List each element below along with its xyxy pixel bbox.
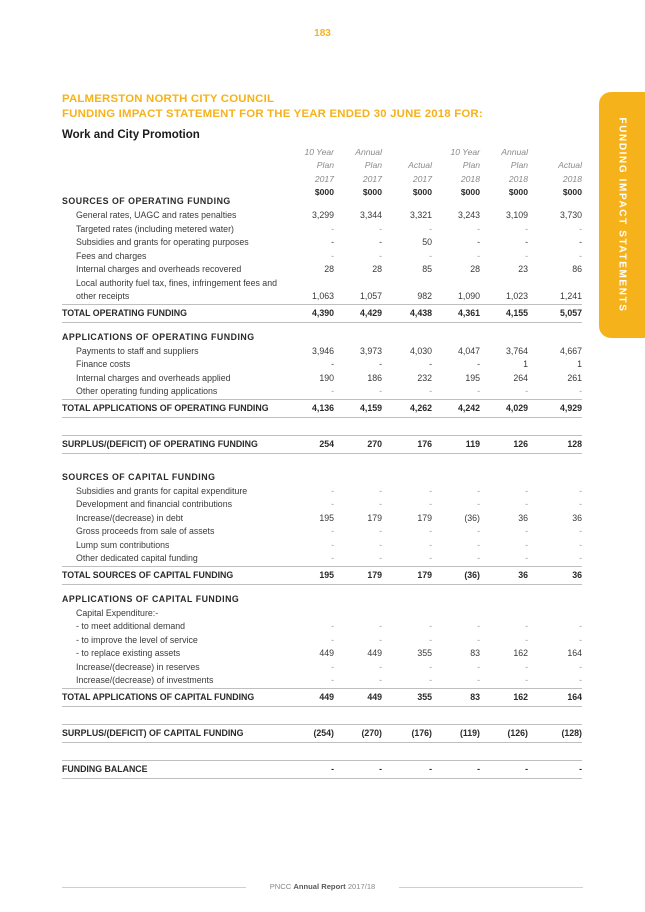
cell-value: -: [525, 485, 528, 496]
table-row: [62, 277, 582, 304]
row-label: - to improve the level of service: [76, 634, 198, 645]
cell-value: 179: [417, 512, 432, 523]
cell-value: 4,262: [409, 402, 432, 413]
cell-value: 4,159: [359, 402, 382, 413]
cell-value: -: [525, 675, 528, 685]
cell-value: -: [525, 553, 528, 563]
column-header-line: Plan: [510, 160, 528, 171]
cell-value: 119: [465, 438, 480, 449]
cell-value: 4,029: [505, 402, 528, 413]
cell-value: -: [429, 359, 432, 369]
cell-value: 50: [422, 237, 432, 247]
cell-value: -: [477, 499, 480, 509]
cell-value: -: [379, 499, 382, 509]
table-row: [62, 250, 582, 264]
row-label: Subsidies and grants for operating purposes: [76, 237, 249, 247]
cell-value: -: [477, 386, 480, 396]
cell-value: 176: [417, 438, 432, 449]
total-row: [62, 760, 582, 779]
row-label: FUNDING BALANCE: [62, 763, 148, 774]
cell-value: 4,136: [311, 402, 334, 413]
cell-value: -: [331, 485, 334, 496]
cell-value: -: [477, 485, 480, 496]
cell-value: -: [331, 250, 334, 261]
cell-value: -: [331, 621, 334, 631]
cell-value: -: [331, 763, 334, 774]
table-row: [62, 634, 582, 648]
cell-value: (176): [411, 727, 432, 738]
cell-value: 1: [523, 359, 528, 369]
cell-value: 355: [417, 691, 432, 702]
cell-value: -: [477, 661, 480, 672]
column-unit: $000: [508, 187, 528, 198]
row-label: TOTAL OPERATING FUNDING: [62, 307, 187, 318]
cell-value: -: [525, 526, 528, 536]
row-label: - to meet additional demand: [76, 621, 186, 631]
cell-value: -: [525, 621, 528, 631]
row-label: TOTAL APPLICATIONS OF OPERATING FUNDING: [62, 402, 269, 413]
side-tab-label: FUNDING IMPACT STATEMENTS: [616, 117, 628, 313]
cell-value: -: [579, 526, 582, 536]
column-unit: $000: [562, 187, 582, 198]
row-label: Subsidies and grants for capital expenditure: [76, 485, 248, 496]
cell-value: -: [379, 237, 382, 247]
cell-value: -: [477, 539, 480, 550]
spacer: [62, 454, 582, 471]
column-header-line: 2018: [460, 173, 480, 184]
cell-value: -: [379, 485, 382, 496]
cell-value: 232: [417, 372, 432, 383]
cell-value: 4,047: [457, 345, 480, 356]
cell-value: -: [429, 675, 432, 685]
table-row: [62, 620, 582, 634]
cell-value: -: [579, 675, 582, 685]
column-unit: $000: [460, 187, 480, 198]
total-row: [62, 435, 582, 454]
row-label: SOURCES OF CAPITAL FUNDING: [62, 471, 216, 482]
footer-prefix: PNCC: [269, 882, 292, 891]
cell-value: 3,243: [457, 210, 480, 220]
column-header-line: [522, 146, 582, 159]
column-header-line: Actual: [558, 160, 582, 171]
section-side-tab: [599, 92, 645, 338]
column-header-line: 2017: [412, 173, 432, 184]
row-label: APPLICATIONS OF OPERATING FUNDING: [62, 331, 255, 342]
cell-value: 164: [567, 691, 582, 702]
cell-value: -: [525, 539, 528, 550]
footer-report-name: Annual Report: [293, 882, 346, 891]
row-label: Increase/(decrease) of investments: [76, 675, 214, 685]
cell-value: -: [331, 661, 334, 672]
page-number: 183: [314, 28, 331, 39]
cell-value: -: [379, 553, 382, 563]
cell-value: 254: [319, 438, 334, 449]
cell-value: -: [379, 223, 382, 234]
cell-value: -: [525, 661, 528, 672]
cell-value: -: [525, 634, 528, 645]
column-unit: $000: [412, 187, 432, 198]
cell-value: -: [379, 661, 382, 672]
table-row: [62, 385, 582, 399]
cell-value: 179: [367, 569, 382, 580]
cell-value: 36: [572, 512, 582, 523]
row-label: Development and financial contributions: [76, 499, 232, 509]
cell-value: -: [331, 359, 334, 369]
cell-value: (126): [507, 727, 528, 738]
total-row: [62, 724, 582, 743]
cell-value: -: [429, 621, 432, 631]
cell-value: 28: [372, 264, 382, 274]
cell-value: -: [525, 250, 528, 261]
row-label: SOURCES OF OPERATING FUNDING: [62, 196, 231, 206]
table-row: [62, 358, 582, 372]
cell-value: 4,429: [359, 307, 382, 318]
cell-value: -: [477, 223, 480, 234]
cell-value: 982: [417, 291, 432, 301]
column-header-line: Plan: [462, 160, 480, 171]
cell-value: (119): [459, 727, 480, 738]
table-row: [62, 209, 582, 223]
row-label: - to replace existing assets: [76, 648, 181, 658]
row-label: Local authority fuel tax, fines, infringement fees and other receipts: [76, 277, 277, 301]
cell-value: 4,438: [409, 307, 432, 318]
cell-value: 85: [422, 264, 432, 274]
table-row: [62, 674, 582, 688]
cell-value: -: [477, 553, 480, 563]
column-header-line: Annual: [355, 147, 382, 157]
row-label: Increase/(decrease) in debt: [76, 512, 184, 523]
cell-value: 3,973: [359, 345, 382, 356]
cell-value: 1,057: [359, 291, 382, 301]
cell-value: (254): [313, 727, 334, 738]
column-header-line: Actual: [408, 160, 432, 171]
cell-value: -: [477, 359, 480, 369]
cell-value: 355: [417, 648, 432, 658]
row-label: Other dedicated capital funding: [76, 553, 198, 563]
cell-value: 3,764: [505, 345, 528, 356]
cell-value: 1,090: [457, 291, 480, 301]
cell-value: -: [579, 553, 582, 563]
section-heading: [62, 593, 582, 607]
table-row: [62, 552, 582, 566]
cell-value: -: [579, 634, 582, 645]
cell-value: 261: [567, 372, 582, 383]
activity-title: Work and City Promotion: [62, 129, 200, 141]
column-header-line: Plan: [364, 160, 382, 171]
cell-value: -: [379, 386, 382, 396]
row-label: Increase/(decrease) in reserves: [76, 661, 200, 672]
cell-value: 28: [470, 264, 480, 274]
row-label: Other operating funding applications: [76, 386, 218, 396]
table-row: [62, 498, 582, 512]
cell-value: -: [331, 223, 334, 234]
cell-value: 5,057: [559, 307, 582, 318]
column-header-line: 2017: [314, 173, 334, 184]
cell-value: 195: [465, 372, 480, 383]
cell-value: 179: [417, 569, 432, 580]
cell-value: 3,344: [359, 210, 382, 220]
cell-value: (36): [464, 569, 480, 580]
row-label: SURPLUS/(DEFICIT) OF CAPITAL FUNDING: [62, 727, 244, 738]
table-row: [62, 539, 582, 553]
cell-value: 195: [319, 512, 334, 523]
row-label: Gross proceeds from sale of assets: [76, 526, 215, 536]
table-row: [62, 485, 582, 499]
cell-value: 449: [367, 648, 382, 658]
row-label: TOTAL APPLICATIONS OF CAPITAL FUNDING: [62, 691, 255, 702]
cell-value: 1,241: [559, 291, 582, 301]
cell-value: 449: [319, 648, 334, 658]
table-row: [62, 607, 582, 621]
cell-value: -: [579, 485, 582, 496]
cell-value: 83: [470, 691, 480, 702]
cell-value: 4,929: [559, 402, 582, 413]
cell-value: -: [525, 386, 528, 396]
cell-value: 195: [319, 569, 334, 580]
table-row: [62, 223, 582, 237]
cell-value: -: [477, 621, 480, 631]
cell-value: 190: [319, 372, 334, 383]
column-unit: $000: [314, 187, 334, 198]
cell-value: 162: [513, 648, 528, 658]
spacer: [62, 323, 582, 331]
total-row: [62, 566, 582, 585]
column-header-line: 2017: [362, 173, 382, 184]
cell-value: 4,361: [457, 307, 480, 318]
cell-value: -: [379, 634, 382, 645]
cell-value: 4,155: [505, 307, 528, 318]
table-row: [62, 661, 582, 675]
cell-value: -: [331, 237, 334, 247]
cell-value: -: [429, 485, 432, 496]
cell-value: -: [429, 763, 432, 774]
row-label: Internal charges and overheads recovered: [76, 264, 242, 274]
cell-value: -: [579, 223, 582, 234]
spacer: [62, 743, 582, 760]
cell-value: (270): [361, 727, 382, 738]
row-label: TOTAL SOURCES OF CAPITAL FUNDING: [62, 569, 234, 580]
table-row: [62, 512, 582, 526]
cell-value: -: [579, 621, 582, 631]
row-label: Lump sum contributions: [76, 539, 170, 550]
cell-value: -: [525, 223, 528, 234]
table-row: [62, 372, 582, 386]
column-header-line: 10 Year: [304, 147, 334, 157]
section-heading: [62, 331, 582, 345]
column-header-line: Plan: [316, 160, 334, 171]
cell-value: 4,667: [559, 345, 582, 356]
column-unit: $000: [362, 187, 382, 198]
spacer: [62, 707, 582, 724]
cell-value: -: [379, 526, 382, 536]
row-label: Fees and charges: [76, 250, 147, 261]
cell-value: -: [477, 250, 480, 261]
cell-value: -: [331, 539, 334, 550]
cell-value: -: [379, 621, 382, 631]
cell-value: -: [379, 763, 382, 774]
row-label: Finance costs: [76, 359, 131, 369]
cell-value: 449: [319, 691, 334, 702]
cell-value: 4,242: [457, 402, 480, 413]
cell-value: 36: [572, 569, 582, 580]
table-row: [62, 345, 582, 359]
cell-value: -: [477, 763, 480, 774]
cell-value: 1,063: [311, 291, 334, 301]
cell-value: -: [579, 661, 582, 672]
section-heading: [62, 471, 582, 485]
cell-value: -: [477, 634, 480, 645]
spacer: [62, 418, 582, 435]
cell-value: -: [331, 499, 334, 509]
funding-table: [62, 195, 582, 779]
cell-value: 186: [367, 372, 382, 383]
row-label: Targeted rates (including metered water): [76, 223, 234, 234]
row-label: Internal charges and overheads applied: [76, 372, 231, 383]
cell-value: 23: [518, 264, 528, 274]
cell-value: -: [429, 499, 432, 509]
cell-value: 3,730: [559, 210, 582, 220]
cell-value: 3,321: [409, 210, 432, 220]
cell-value: -: [477, 675, 480, 685]
cell-value: 3,109: [505, 210, 528, 220]
row-label: Capital Expenditure:-: [76, 607, 159, 618]
cell-value: -: [429, 250, 432, 261]
statement-title: FUNDING IMPACT STATEMENT FOR THE YEAR ENDED 30 JUNE 2018 FOR:: [62, 108, 483, 120]
cell-value: -: [525, 499, 528, 509]
cell-value: 1: [577, 359, 582, 369]
cell-value: -: [379, 539, 382, 550]
cell-value: -: [429, 553, 432, 563]
cell-value: -: [331, 634, 334, 645]
column-header: [522, 146, 582, 200]
cell-value: 264: [513, 372, 528, 383]
cell-value: 36: [518, 569, 528, 580]
spacer: [62, 585, 582, 593]
cell-value: (36): [464, 512, 480, 523]
column-header-line: 2018: [508, 173, 528, 184]
cell-value: 36: [518, 512, 528, 523]
row-label: SURPLUS/(DEFICIT) OF OPERATING FUNDING: [62, 438, 258, 449]
cell-value: 179: [367, 512, 382, 523]
footer-year: 2017/18: [347, 882, 376, 891]
cell-value: -: [331, 553, 334, 563]
cell-value: 86: [572, 264, 582, 274]
cell-value: 126: [513, 438, 528, 449]
cell-value: -: [331, 386, 334, 396]
cell-value: -: [579, 237, 582, 247]
column-header-line: 10 Year: [450, 147, 480, 157]
cell-value: 128: [567, 438, 582, 449]
cell-value: -: [579, 250, 582, 261]
cell-value: 270: [367, 438, 382, 449]
organisation-title: PALMERSTON NORTH CITY COUNCIL: [62, 93, 275, 105]
cell-value: -: [429, 526, 432, 536]
cell-value: -: [379, 675, 382, 685]
cell-value: -: [525, 237, 528, 247]
cell-value: 83: [470, 648, 480, 658]
cell-value: -: [429, 386, 432, 396]
cell-value: -: [331, 675, 334, 685]
cell-value: -: [429, 539, 432, 550]
cell-value: 164: [567, 648, 582, 658]
table-row: [62, 525, 582, 539]
cell-value: 449: [367, 691, 382, 702]
cell-value: 162: [513, 691, 528, 702]
total-row: [62, 688, 582, 707]
cell-value: -: [477, 237, 480, 247]
cell-value: -: [525, 763, 528, 774]
cell-value: -: [477, 526, 480, 536]
footer-rule-right: [399, 887, 583, 888]
cell-value: 1,023: [505, 291, 528, 301]
cell-value: 4,390: [311, 307, 334, 318]
table-row: [62, 647, 582, 661]
section-heading: [62, 195, 582, 209]
row-label: APPLICATIONS OF CAPITAL FUNDING: [62, 593, 240, 604]
total-row: [62, 304, 582, 323]
cell-value: -: [579, 499, 582, 509]
row-label: Payments to staff and suppliers: [76, 345, 199, 356]
cell-value: -: [579, 763, 582, 774]
column-header-line: 2018: [562, 173, 582, 184]
table-row: [62, 236, 582, 250]
total-row: [62, 399, 582, 418]
column-header: [468, 146, 528, 200]
cell-value: -: [429, 223, 432, 234]
cell-value: -: [379, 359, 382, 369]
row-label: General rates, UAGC and rates penalties: [76, 210, 237, 220]
cell-value: -: [379, 250, 382, 261]
cell-value: 28: [324, 264, 334, 274]
cell-value: 3,299: [311, 210, 334, 220]
table-row: [62, 263, 582, 277]
cell-value: 3,946: [311, 345, 334, 356]
cell-value: -: [579, 386, 582, 396]
cell-value: -: [331, 526, 334, 536]
cell-value: (128): [561, 727, 582, 738]
cell-value: -: [429, 634, 432, 645]
cell-value: -: [429, 661, 432, 672]
column-header-line: Annual: [501, 147, 528, 157]
cell-value: -: [579, 539, 582, 550]
cell-value: 4,030: [409, 345, 432, 356]
